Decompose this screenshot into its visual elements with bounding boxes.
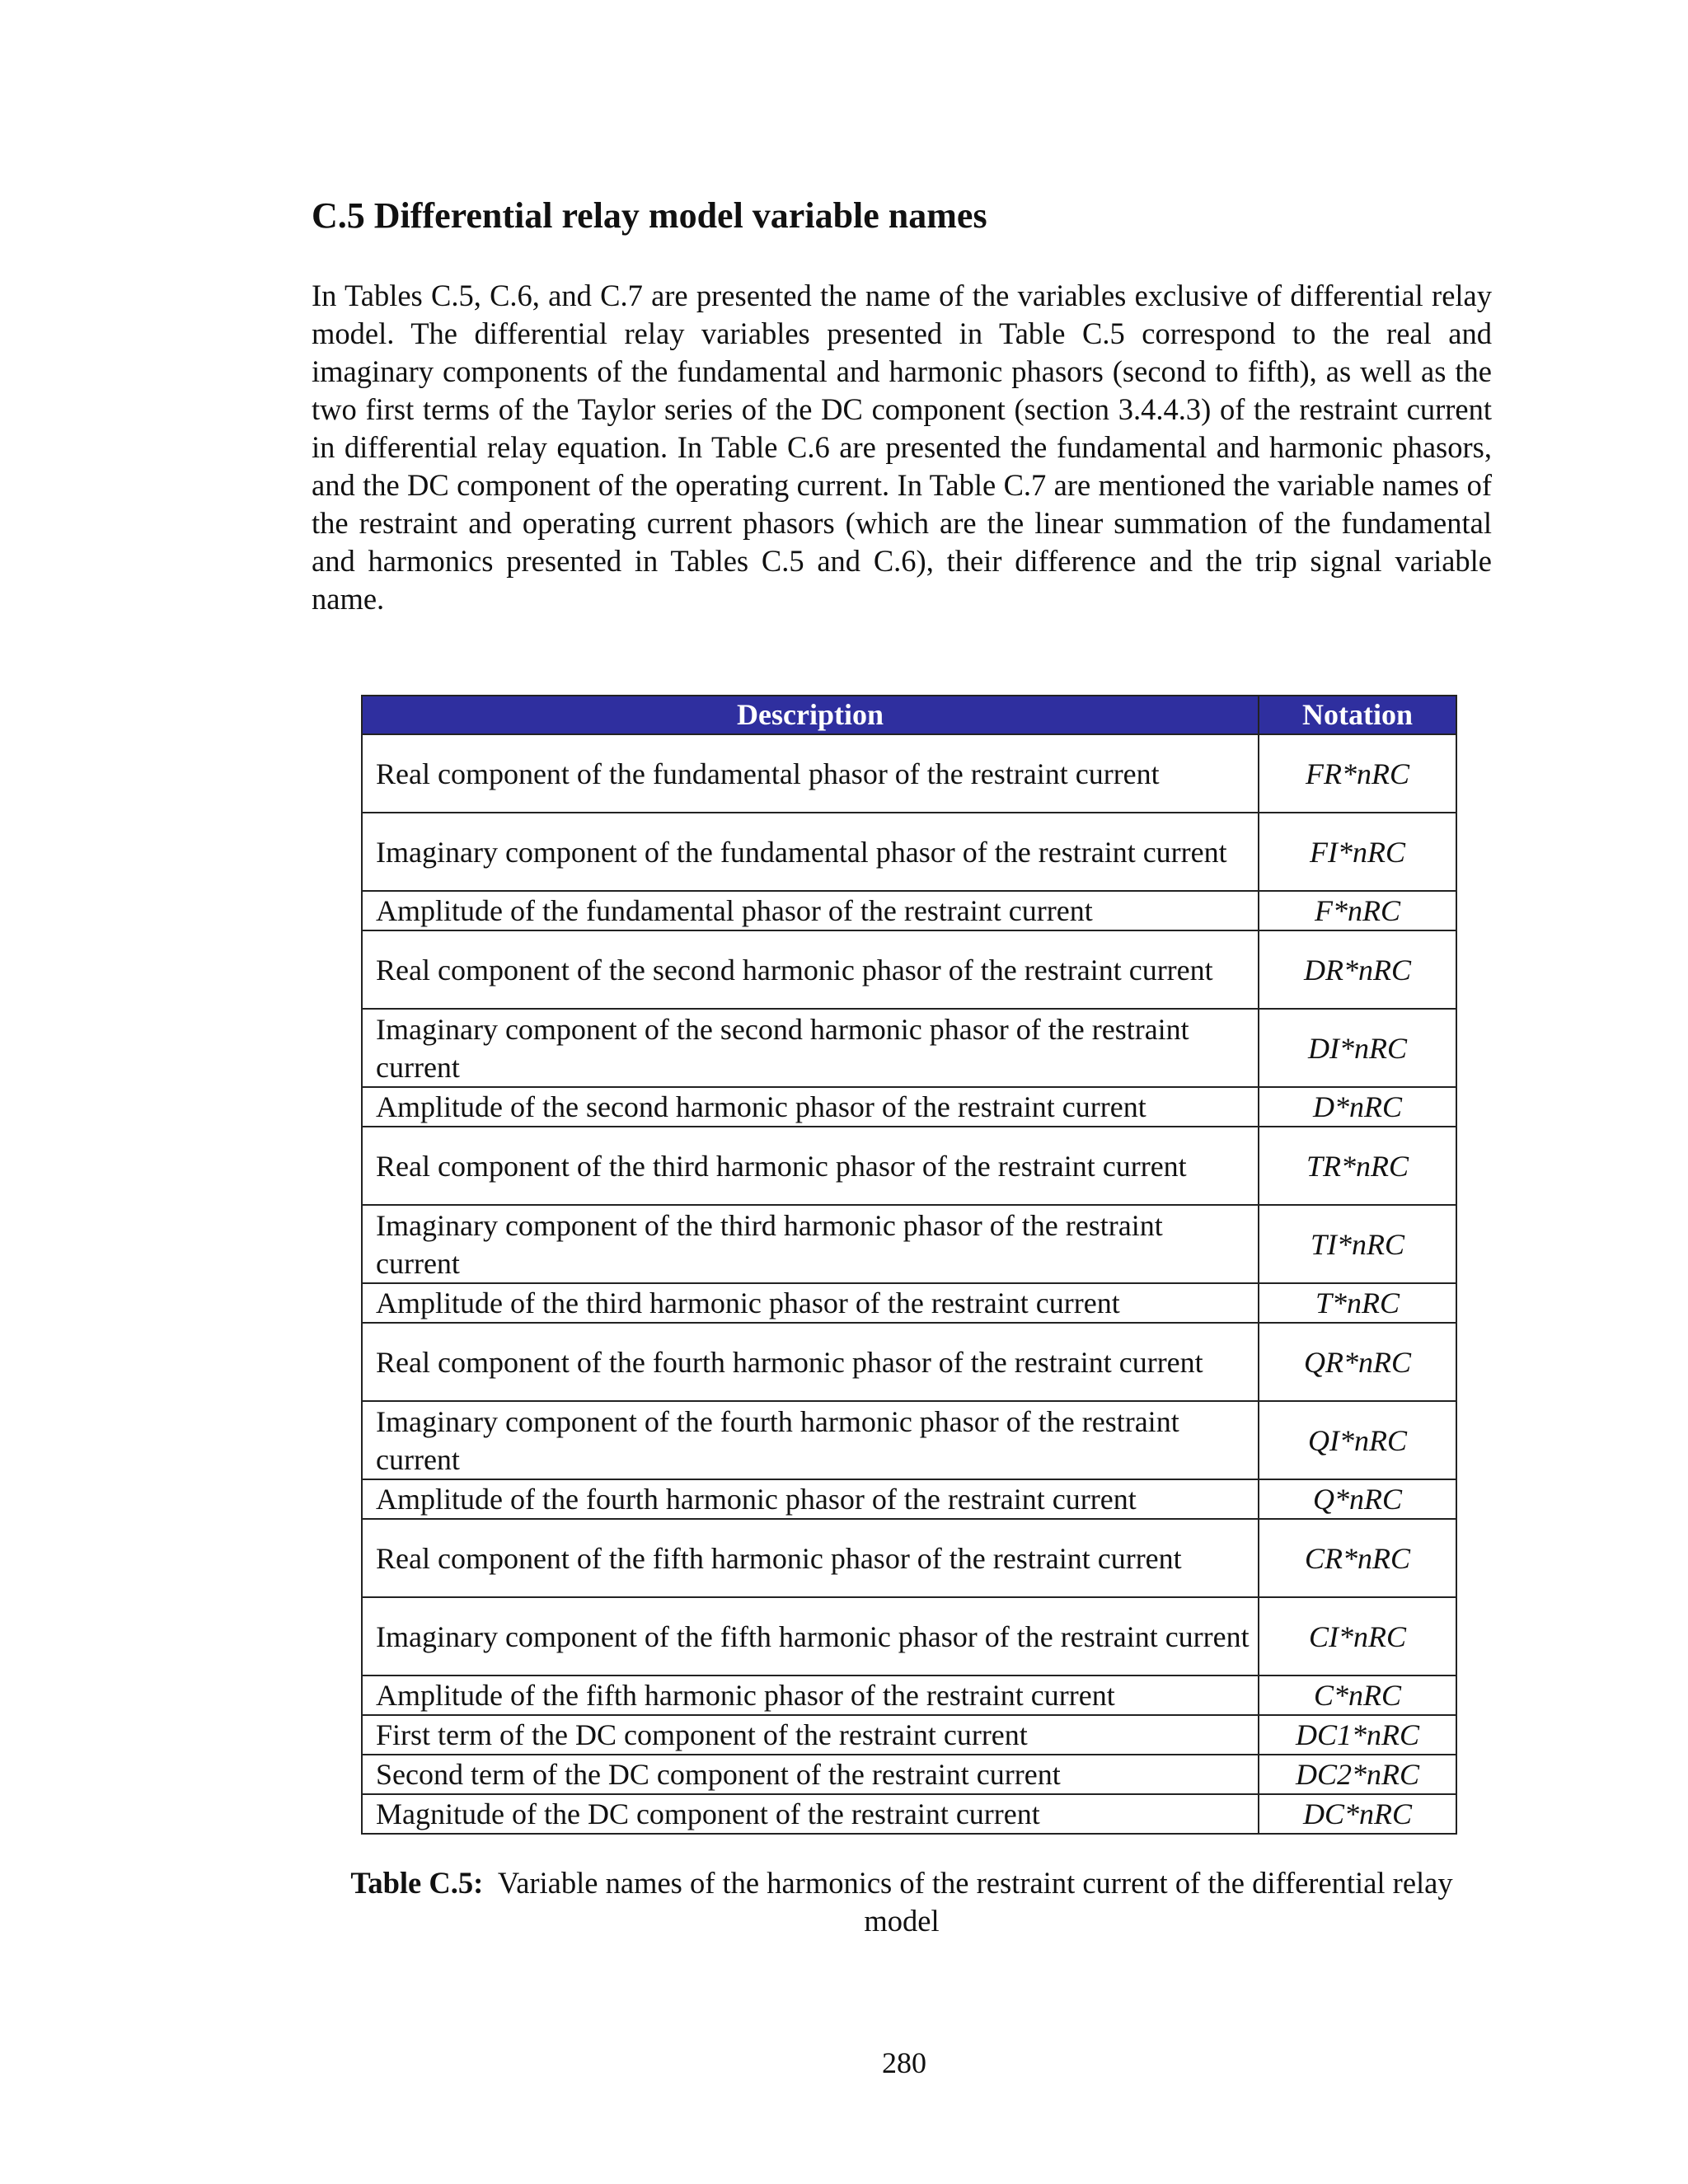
row-notation: CI*nRC (1259, 1597, 1456, 1675)
table-row (362, 1009, 1456, 1087)
row-notation: TR*nRC (1259, 1127, 1456, 1205)
table-header-row (362, 696, 1456, 734)
row-description: Amplitude of the third harmonic phasor of the restraint current (362, 1283, 1259, 1323)
row-notation: Q*nRC (1259, 1479, 1456, 1519)
row-description: Real component of the fundamental phasor of the restraint current (362, 734, 1259, 813)
row-notation: DC2*nRC (1259, 1755, 1456, 1794)
row-notation: C*nRC (1259, 1675, 1456, 1715)
table-row (362, 1127, 1456, 1205)
row-description: Second term of the DC component of the restraint current (362, 1755, 1259, 1794)
table-row (362, 813, 1456, 891)
row-description: Amplitude of the fundamental phasor of the restraint current (362, 891, 1259, 930)
row-notation: DR*nRC (1259, 930, 1456, 1009)
row-notation: QR*nRC (1259, 1323, 1456, 1401)
caption-text: Variable names of the harmonics of the restraint current of the differential relay model (497, 1866, 1453, 1938)
row-notation: CR*nRC (1259, 1519, 1456, 1597)
table-row (362, 1715, 1456, 1755)
table-row (362, 1597, 1456, 1675)
row-notation: TI*nRC (1259, 1205, 1456, 1283)
table-row (362, 891, 1456, 930)
section-heading: C.5 Differential relay model variable names (312, 195, 987, 236)
table-row (362, 1675, 1456, 1715)
row-notation: DC*nRC (1259, 1794, 1456, 1834)
notation-header: Notation (1259, 696, 1456, 734)
row-notation: DI*nRC (1259, 1009, 1456, 1087)
row-notation: DC1*nRC (1259, 1715, 1456, 1755)
table-row (362, 1794, 1456, 1834)
table-row (362, 1401, 1456, 1479)
row-description: Imaginary component of the fourth harmonic phasor of the restraint current (362, 1401, 1259, 1479)
row-description: Real component of the second harmonic phasor of the restraint current (362, 930, 1259, 1009)
row-notation: FR*nRC (1259, 734, 1456, 813)
row-description: Real component of the fourth harmonic phasor of the restraint current (362, 1323, 1259, 1401)
row-description: Imaginary component of the second harmonic phasor of the restraint current (362, 1009, 1259, 1087)
table-row (362, 930, 1456, 1009)
row-notation: FI*nRC (1259, 813, 1456, 891)
row-description: Imaginary component of the third harmonic phasor of the restraint current (362, 1205, 1259, 1283)
row-description: Amplitude of the fourth harmonic phasor of the restraint current (362, 1479, 1259, 1519)
row-notation: D*nRC (1259, 1087, 1456, 1127)
row-description: Imaginary component of the fifth harmonic phasor of the restraint current (362, 1597, 1259, 1675)
table-row (362, 1323, 1456, 1401)
row-description: Magnitude of the DC component of the restraint current (362, 1794, 1259, 1834)
table-row (362, 734, 1456, 813)
row-description: Amplitude of the fifth harmonic phasor of the restraint current (362, 1675, 1259, 1715)
table-row (362, 1755, 1456, 1794)
description-header: Description (362, 696, 1259, 734)
row-description: Real component of the third harmonic phasor of the restraint current (362, 1127, 1259, 1205)
table-row (362, 1205, 1456, 1283)
variable-names-table (361, 695, 1457, 1835)
table-row (362, 1479, 1456, 1519)
table-caption (312, 1864, 1492, 1940)
table-row (362, 1283, 1456, 1323)
page-number: 280 (882, 2046, 926, 2079)
row-description: Imaginary component of the fundamental phasor of the restraint current (362, 813, 1259, 891)
row-notation: QI*nRC (1259, 1401, 1456, 1479)
row-description: First term of the DC component of the restraint current (362, 1715, 1259, 1755)
row-description: Amplitude of the second harmonic phasor of the restraint current (362, 1087, 1259, 1127)
row-notation: F*nRC (1259, 891, 1456, 930)
row-notation: T*nRC (1259, 1283, 1456, 1323)
intro-paragraph: In Tables C.5, C.6, and C.7 are presented the name of the variables exclusive of differential relay model. The differential relay variables presented in Table C.5 correspond to the real and imaginary components of the fundamental and harmonic phasors (second to fifth), as well as the two first terms of the Taylor series of the DC component (section 3.4.4.3) of the restraint current in differential relay equation. In Table C.6 are presented the fundamental and harmonic phasors, and the DC component of the operating current. In Table C.7 are mentioned the variable names of the restraint and operating current phasors (which are the linear summation of the fundamental and harmonics presented in Tables C.5 and C.6), their difference and the trip signal variable name. (312, 279, 1492, 616)
table-row (362, 1519, 1456, 1597)
row-description: Real component of the fifth harmonic phasor of the restraint current (362, 1519, 1259, 1597)
caption-label: Table C.5: (350, 1866, 484, 1900)
table-row (362, 1087, 1456, 1127)
